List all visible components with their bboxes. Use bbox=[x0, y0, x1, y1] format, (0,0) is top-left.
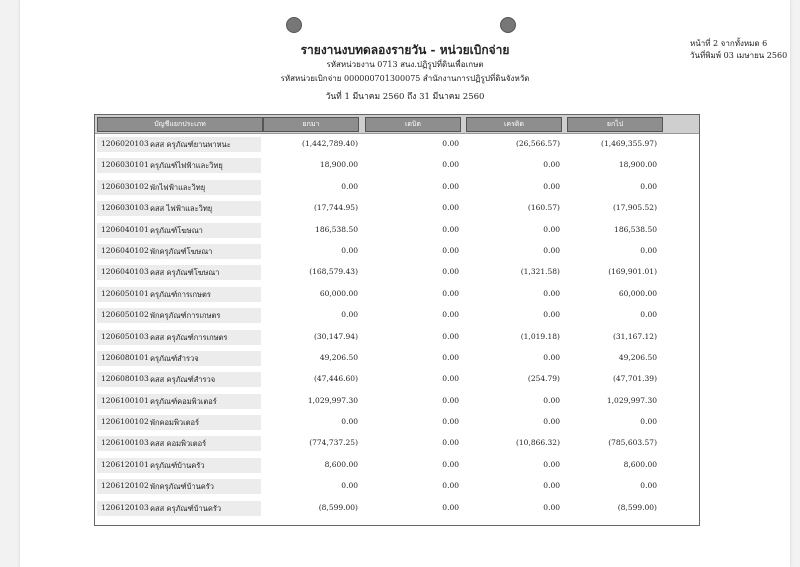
page-info bbox=[690, 38, 787, 62]
column-header-debit: เดบิต bbox=[365, 117, 461, 132]
carried-forward-value: (8,599.00) bbox=[617, 502, 657, 512]
table-row bbox=[95, 348, 699, 369]
account-name: พักคอมพิวเตอร์ bbox=[150, 418, 200, 428]
debit-value: 0.00 bbox=[442, 181, 459, 191]
credit-value: 0.00 bbox=[543, 288, 560, 298]
carried-forward-value: (1,469,355.97) bbox=[601, 139, 657, 148]
account-name: คสส ครุภัณฑ์การเกษตร bbox=[150, 332, 228, 342]
credit-value: 0.00 bbox=[543, 181, 560, 191]
disbursement-unit-line: รหัสหน่วยเบิกจ่าย 000000701300075 สำนักงานการปฏิรูปที่ดินจังหวัด bbox=[280, 74, 530, 83]
debit-value: 0.00 bbox=[442, 224, 459, 234]
table-body bbox=[95, 134, 699, 519]
table-row bbox=[95, 412, 699, 433]
table-row bbox=[95, 284, 699, 305]
table-row bbox=[95, 134, 699, 155]
table-row bbox=[95, 262, 699, 283]
account-name: คสส ครุภัณฑ์ยานพาหนะ bbox=[150, 140, 231, 149]
brought-forward-value: (30,147.94) bbox=[313, 331, 358, 341]
brought-forward-value: 18,900.00 bbox=[319, 160, 358, 170]
column-header-account: บัญชีแยกประเภท bbox=[97, 117, 263, 132]
account-name: พักครุภัณฑ์โฆษณา bbox=[150, 246, 213, 256]
debit-value: 0.00 bbox=[442, 331, 459, 341]
carried-forward-value: 18,900.00 bbox=[618, 160, 657, 170]
brought-forward-value: 49,206.50 bbox=[319, 352, 358, 362]
credit-value: 0.00 bbox=[543, 224, 560, 234]
table-row bbox=[95, 241, 699, 262]
brought-forward-value: 0.00 bbox=[341, 245, 358, 255]
punch-hole-left bbox=[286, 17, 302, 33]
brought-forward-value: 1,029,997.30 bbox=[307, 395, 358, 405]
account-code: 1206050103 bbox=[101, 331, 149, 341]
debit-value: 0.00 bbox=[442, 267, 459, 277]
credit-value: 0.00 bbox=[543, 459, 560, 469]
table-row bbox=[95, 305, 699, 326]
account-name: ครุภัณฑ์บ้านครัว bbox=[150, 460, 205, 470]
account-code: 1206030101 bbox=[101, 160, 149, 170]
brought-forward-value: (47,446.60) bbox=[313, 374, 358, 384]
account-code: 1206050101 bbox=[101, 288, 149, 298]
table-row bbox=[95, 220, 699, 241]
debit-value: 0.00 bbox=[442, 160, 459, 170]
credit-value: (254.79) bbox=[527, 374, 560, 384]
account-name: พักครุภัณฑ์การเกษตร bbox=[150, 311, 221, 321]
carried-forward-value: (47,701.39) bbox=[612, 374, 657, 384]
brought-forward-value: 8,600.00 bbox=[324, 459, 358, 469]
carried-forward-value: 0.00 bbox=[640, 417, 657, 427]
agency-line: รหัสหน่วยงาน 0713 สนง.ปฏิรูปที่ดินเพื่อเกษต bbox=[326, 60, 484, 69]
account-name: ครุภัณฑ์สำรวจ bbox=[150, 353, 199, 363]
debit-value: 0.00 bbox=[442, 139, 459, 148]
punch-hole-right bbox=[500, 17, 516, 33]
debit-value: 0.00 bbox=[442, 481, 459, 491]
carried-forward-value: 8,600.00 bbox=[623, 459, 657, 469]
account-name: คสส ครุภัณฑ์โฆษณา bbox=[150, 268, 220, 278]
account-code: 1206030103 bbox=[101, 203, 149, 213]
credit-value: (1,321.58) bbox=[520, 267, 560, 277]
account-name: พักไฟฟ้าและวิทยุ bbox=[150, 182, 206, 192]
debit-value: 0.00 bbox=[442, 310, 459, 320]
table-row bbox=[95, 476, 699, 497]
account-code: 1206040101 bbox=[101, 224, 149, 234]
account-code: 1206030102 bbox=[101, 181, 149, 191]
carried-forward-value: 49,206.50 bbox=[618, 352, 657, 362]
trial-balance-table bbox=[94, 114, 700, 526]
debit-value: 0.00 bbox=[442, 245, 459, 255]
credit-value: (1,019.18) bbox=[520, 331, 560, 341]
account-code: 1206040103 bbox=[101, 267, 149, 277]
brought-forward-value: (1,442,789.40) bbox=[302, 139, 358, 148]
column-header-credit: เครดิต bbox=[466, 117, 562, 132]
carried-forward-value: 1,029,997.30 bbox=[606, 395, 657, 405]
report-title: รายงานงบทดลองรายวัน - หน่วยเบิกจ่าย bbox=[300, 43, 510, 57]
credit-value: 0.00 bbox=[543, 417, 560, 427]
debit-value: 0.00 bbox=[442, 438, 459, 448]
credit-value: 0.00 bbox=[543, 310, 560, 320]
credit-value: (26,566.57) bbox=[515, 139, 560, 148]
carried-forward-value: (17,905.52) bbox=[612, 203, 657, 213]
credit-value: 0.00 bbox=[543, 352, 560, 362]
account-code: 1206040102 bbox=[101, 245, 149, 255]
carried-forward-value: 0.00 bbox=[640, 245, 657, 255]
report-period: วันที่ 1 มีนาคม 2560 ถึง 31 มีนาคม 2560 bbox=[325, 92, 485, 102]
carried-forward-value: 60,000.00 bbox=[618, 288, 657, 298]
account-code: 1206050102 bbox=[101, 310, 149, 320]
carried-forward-value: 0.00 bbox=[640, 481, 657, 491]
table-row bbox=[95, 455, 699, 476]
table-row bbox=[95, 177, 699, 198]
carried-forward-value: (169,901.01) bbox=[608, 267, 657, 277]
brought-forward-value: 0.00 bbox=[341, 481, 358, 491]
credit-value: (160.57) bbox=[527, 203, 560, 213]
account-code: 1206100103 bbox=[101, 438, 149, 448]
account-code: 1206100102 bbox=[101, 417, 149, 427]
column-header-carried-forward: ยกไป bbox=[567, 117, 663, 132]
debit-value: 0.00 bbox=[442, 459, 459, 469]
carried-forward-value: 0.00 bbox=[640, 181, 657, 191]
table-row bbox=[95, 369, 699, 390]
table-row bbox=[95, 198, 699, 219]
brought-forward-value: (168,579.43) bbox=[309, 267, 358, 277]
table-row bbox=[95, 433, 699, 454]
document-page bbox=[20, 0, 790, 567]
carried-forward-value: 186,538.50 bbox=[614, 224, 657, 234]
brought-forward-value: 186,538.50 bbox=[315, 224, 358, 234]
brought-forward-value: 0.00 bbox=[341, 310, 358, 320]
account-name: คสส ไฟฟ้าและวิทยุ bbox=[150, 204, 213, 214]
brought-forward-value: (17,744.95) bbox=[313, 203, 358, 213]
account-code: 1206120103 bbox=[101, 502, 149, 512]
account-code: 1206120101 bbox=[101, 459, 149, 469]
page-number: หน้าที่ 2 จากทั้งหมด 6 bbox=[690, 39, 768, 48]
debit-value: 0.00 bbox=[442, 395, 459, 405]
credit-value: (10,866.32) bbox=[515, 438, 560, 448]
debit-value: 0.00 bbox=[442, 374, 459, 384]
table-row bbox=[95, 391, 699, 412]
carried-forward-value: 0.00 bbox=[640, 310, 657, 320]
table-row bbox=[95, 498, 699, 519]
debit-value: 0.00 bbox=[442, 288, 459, 298]
account-name: ครุภัณฑ์คอมพิวเตอร์ bbox=[150, 396, 217, 406]
print-date: วันที่พิมพ์ 03 เมษายน 2560 bbox=[690, 51, 788, 60]
debit-value: 0.00 bbox=[442, 502, 459, 512]
carried-forward-value: (785,603.57) bbox=[608, 438, 657, 448]
credit-value: 0.00 bbox=[543, 502, 560, 512]
table-row bbox=[95, 155, 699, 176]
credit-value: 0.00 bbox=[543, 160, 560, 170]
credit-value: 0.00 bbox=[543, 395, 560, 405]
account-code: 1206080101 bbox=[101, 352, 149, 362]
credit-value: 0.00 bbox=[543, 481, 560, 491]
debit-value: 0.00 bbox=[442, 417, 459, 427]
credit-value: 0.00 bbox=[543, 245, 560, 255]
brought-forward-value: 0.00 bbox=[341, 181, 358, 191]
debit-value: 0.00 bbox=[442, 203, 459, 213]
account-name: พักครุภัณฑ์บ้านครัว bbox=[150, 482, 215, 492]
account-name: ครุภัณฑ์โฆษณา bbox=[150, 225, 203, 235]
account-code: 1206020103 bbox=[101, 139, 149, 148]
table-header bbox=[95, 115, 699, 134]
brought-forward-value: (8,599.00) bbox=[318, 502, 358, 512]
debit-value: 0.00 bbox=[442, 352, 459, 362]
account-name: คสส ครุภัณฑ์สำรวจ bbox=[150, 375, 216, 385]
account-name: คสส ครุภัณฑ์บ้านครัว bbox=[150, 503, 222, 513]
account-code: 1206080103 bbox=[101, 374, 149, 384]
account-code: 1206100101 bbox=[101, 395, 149, 405]
table-row bbox=[95, 327, 699, 348]
account-name: ครุภัณฑ์ไฟฟ้าและวิทยุ bbox=[150, 161, 223, 171]
brought-forward-value: 0.00 bbox=[341, 417, 358, 427]
column-header-brought-forward: ยกมา bbox=[263, 117, 359, 132]
carried-forward-value: (31,167.12) bbox=[612, 331, 657, 341]
account-code: 1206120102 bbox=[101, 481, 149, 491]
account-name: คสส คอมพิวเตอร์ bbox=[150, 439, 207, 449]
brought-forward-value: (774,737.25) bbox=[309, 438, 358, 448]
account-name: ครุภัณฑ์การเกษตร bbox=[150, 289, 211, 299]
brought-forward-value: 60,000.00 bbox=[319, 288, 358, 298]
